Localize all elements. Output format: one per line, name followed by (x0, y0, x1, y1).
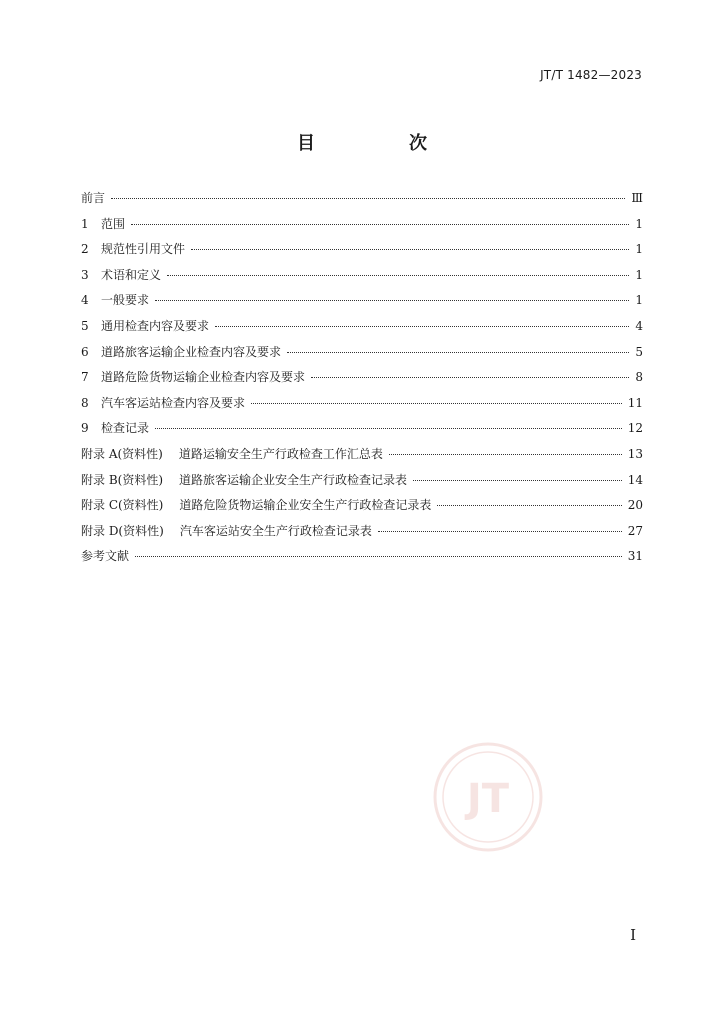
toc-entry-page: 1 (635, 293, 643, 308)
toc-entry-number: 7 (81, 370, 89, 385)
toc-dot-leader (413, 480, 622, 481)
toc-entry-page: 1 (635, 242, 643, 257)
toc-entry[interactable] (81, 442, 643, 468)
toc-entry-label (81, 186, 105, 212)
toc-entry-title: 一般要求 (101, 293, 150, 308)
toc-entry-page: Ⅲ (631, 191, 643, 205)
toc-dot-leader (131, 224, 629, 225)
toc-entry[interactable] (81, 237, 643, 263)
toc-dot-leader (215, 326, 629, 327)
toc-entry-title: 道路旅客运输企业检查内容及要求 (101, 344, 282, 359)
toc-entry-number: 8 (81, 395, 89, 410)
toc-entry[interactable] (81, 314, 643, 340)
toc-dot-leader (389, 454, 622, 455)
toc-entry-page: 1 (635, 216, 643, 231)
toc-dot-leader (311, 377, 629, 378)
toc-entry-title: 通用检查内容及要求 (101, 318, 210, 333)
toc-entry-label (81, 442, 383, 468)
toc-entry[interactable] (81, 519, 643, 545)
toc-entry-label (81, 416, 149, 442)
toc-dot-leader (155, 428, 622, 429)
toc-entry-page: 14 (627, 472, 643, 487)
standard-code: JT/T 1482—2023 (540, 68, 642, 82)
toc-entry-number: 6 (81, 344, 89, 359)
toc-dot-leader (251, 403, 622, 404)
toc-entry-label (81, 237, 185, 263)
toc-entry-title: 范围 (101, 216, 126, 231)
toc-entry-label (81, 493, 431, 519)
toc-entry[interactable] (81, 544, 643, 570)
toc-entry-title: 参考文献 (81, 549, 130, 564)
toc-entry[interactable] (81, 468, 643, 494)
toc-entry-label (81, 314, 209, 340)
toc-entry-page: 11 (627, 395, 643, 410)
toc-entry[interactable] (81, 263, 643, 289)
toc-entry-title: 道路危险货物运输企业检查内容及要求 (101, 370, 306, 385)
toc-entry-number: 4 (81, 293, 89, 308)
toc-entry[interactable] (81, 212, 643, 238)
toc-entry-title: 前言 (81, 191, 106, 205)
toc-entry-title: 检查记录 (101, 421, 150, 436)
toc-entry-label (81, 391, 245, 417)
toc-entry-label (81, 288, 149, 314)
toc-entry-title: 规范性引用文件 (101, 242, 186, 257)
toc-entry-page: 20 (627, 498, 643, 513)
toc-entry-page: 27 (627, 523, 643, 538)
toc-entry-page: 12 (627, 421, 643, 436)
toc-entry-title: 道路危险货物运输企业安全生产行政检查记录表 (179, 498, 432, 513)
watermark-text: JT (466, 776, 510, 822)
toc-entry-label (81, 468, 407, 494)
toc-entry-appendix-prefix: 附录 A(资料性) (81, 446, 163, 461)
toc-dot-leader (437, 505, 621, 506)
toc-entry-number: 2 (81, 242, 89, 257)
page-title: 目 次 (297, 133, 465, 154)
toc-entry-page: 31 (627, 549, 643, 564)
toc-dot-leader (287, 352, 629, 353)
toc-dot-leader (135, 556, 622, 557)
toc-entry-page: 1 (635, 267, 643, 282)
toc-entry-title: 术语和定义 (101, 267, 162, 282)
toc-entry-label (81, 263, 161, 289)
toc-entry-page: 5 (635, 344, 643, 359)
page-number: I (630, 926, 636, 944)
toc-entry-page: 4 (635, 318, 643, 333)
toc-dot-leader (155, 300, 629, 301)
toc-entry[interactable] (81, 186, 643, 212)
toc-entry[interactable] (81, 416, 643, 442)
toc-entry-label (81, 365, 305, 391)
toc-entry-number: 3 (81, 267, 89, 282)
toc-entry-appendix-prefix: 附录 C(资料性) (81, 498, 164, 513)
toc-entry-number: 1 (81, 216, 89, 231)
toc-entry[interactable] (81, 288, 643, 314)
toc-entry[interactable] (81, 391, 643, 417)
toc-entry-title: 汽车客运站安全生产行政检查记录表 (179, 523, 372, 538)
toc-entry-appendix-prefix: 附录 B(资料性) (81, 472, 163, 487)
table-of-contents (81, 186, 643, 570)
toc-entry-appendix-prefix: 附录 D(资料性) (81, 523, 164, 538)
toc-entry-label (81, 519, 372, 545)
toc-entry-label (81, 544, 129, 570)
toc-entry-title: 道路运输安全生产行政检查工作汇总表 (178, 446, 383, 461)
toc-entry[interactable] (81, 365, 643, 391)
toc-entry-number: 9 (81, 421, 89, 436)
toc-entry-label (81, 340, 281, 366)
toc-entry-label (81, 212, 125, 238)
toc-entry-title: 汽车客运站检查内容及要求 (101, 395, 246, 410)
jt-watermark-logo (431, 740, 545, 854)
toc-dot-leader (191, 249, 629, 250)
toc-entry-page: 13 (627, 446, 643, 461)
toc-dot-leader (167, 275, 629, 276)
toc-dot-leader (378, 531, 622, 532)
toc-entry[interactable] (81, 493, 643, 519)
toc-entry[interactable] (81, 340, 643, 366)
toc-entry-title: 道路旅客运输企业安全生产行政检查记录表 (179, 472, 408, 487)
toc-entry-number: 5 (81, 318, 89, 333)
toc-dot-leader (111, 198, 625, 199)
toc-entry-page: 8 (635, 370, 643, 385)
